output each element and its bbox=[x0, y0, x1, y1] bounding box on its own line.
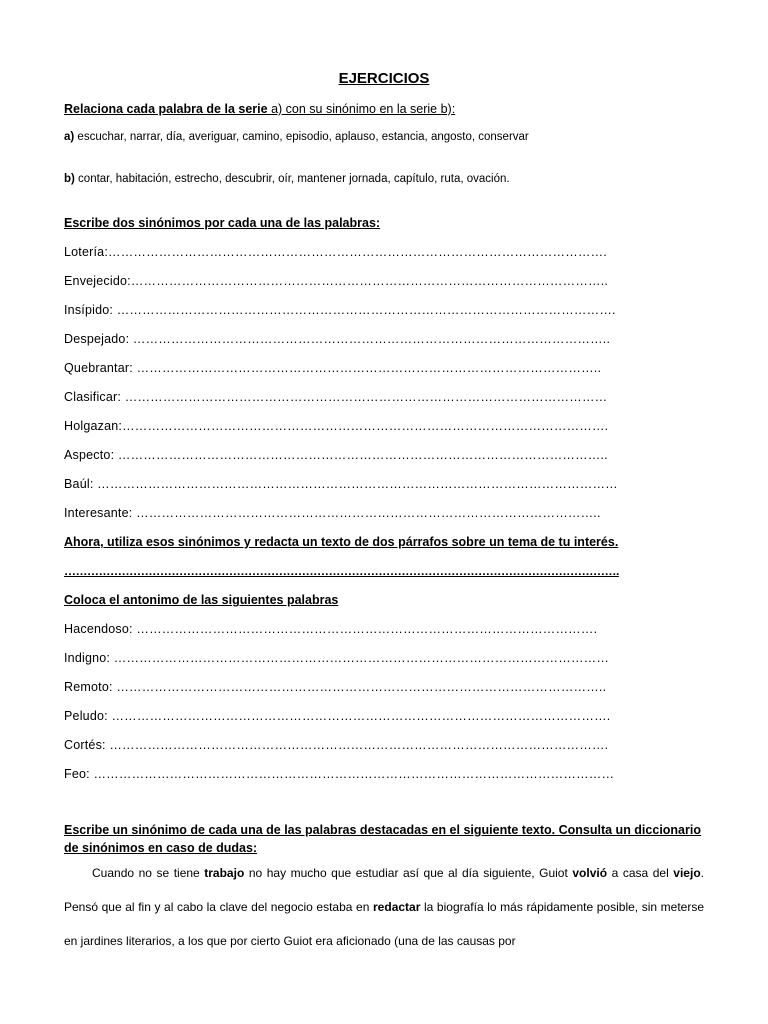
section5-heading bbox=[64, 821, 704, 857]
series-a-label: a) bbox=[64, 131, 75, 143]
synonym-line: Envejecido:………………………………………………………………………………………………….. bbox=[64, 274, 609, 288]
series-a-text: escuchar, narrar, día, averiguar, camino, episodio, aplauso, estancia, angosto, conservar bbox=[74, 131, 529, 143]
synonym-line: Baúl: …………………………………………………………………………………………………………… bbox=[64, 477, 618, 491]
antonym-line: Cortés: ………………………………………………………………………………………………………. bbox=[64, 738, 609, 752]
paragraph-text: la biografía lo más rápidamente posible, sin meterse en jardines literarios, a los que por cierto Guiot era aficionado (una de las causas por bbox=[64, 900, 705, 948]
section4-heading: Coloca el antonimo de las siguientes palabras bbox=[64, 593, 339, 607]
synonym-line: Lotería:………………………………………………………………………………………………………. bbox=[64, 245, 607, 259]
antonym-line: Peludo: ………………………………………………………………………………………………………. bbox=[64, 709, 611, 723]
synonym-line: Interesante: ……………………………………………………………………………………………….. bbox=[64, 506, 601, 520]
section5-heading-text: Escribe un sinónimo de cada una de las palabras destacadas en el siguiente texto. Consulta un diccionario de sinónimos en caso de dudas: bbox=[64, 823, 701, 855]
paragraph-text: Cuando no se tiene bbox=[92, 866, 205, 880]
synonym-line: Holgazan:……………………………………………………………………………………………………. bbox=[64, 419, 609, 433]
paragraph-text: no hay mucho que estudiar así que al día siguiente, Guiot bbox=[244, 866, 573, 880]
paragraph-text: . Pensó que al fin y al cabo la clave del negocio estaba en bbox=[64, 866, 704, 914]
paragraph-text: a casa del bbox=[607, 866, 674, 880]
series-b bbox=[64, 173, 510, 185]
synonym-line: Quebrantar: ……………………………………………………………………………………………….. bbox=[64, 361, 602, 375]
series-b-label: b) bbox=[64, 173, 75, 185]
highlighted-word-redactar: redactar bbox=[373, 900, 421, 914]
series-a bbox=[64, 131, 529, 143]
synonym-line: Insípido: ………………………………………………………………………………………………………. bbox=[64, 303, 616, 317]
synonym-line: Despejado: ………………………………………………………………………………………………….. bbox=[64, 332, 611, 346]
section1-heading-bold: Relaciona cada palabra de la serie bbox=[64, 102, 272, 116]
reading-paragraph bbox=[64, 856, 704, 958]
antonym-line: Indigno: ……………………………………………………………………………………………………… bbox=[64, 651, 610, 665]
synonym-line: Aspecto: …………………………………………………………………………………………………….. bbox=[64, 448, 608, 462]
page-title: EJERCICIOS bbox=[338, 70, 430, 87]
antonym-line: Hacendoso: ………………………………………………………………………………………………. bbox=[64, 622, 598, 636]
antonym-line: Remoto: …………………………………………………………………………………………………….. bbox=[64, 680, 607, 694]
highlighted-word-volvio: volvió bbox=[572, 866, 608, 880]
synonym-line: Clasificar: …………………………………………………………………………………………………… bbox=[64, 390, 608, 404]
highlighted-word-viejo: viejo bbox=[673, 866, 701, 880]
highlighted-word-trabajo: trabajo bbox=[204, 866, 245, 880]
writing-line: ………………………………………………………………………………………………………………………………. bbox=[64, 564, 619, 578]
antonym-line: Feo: …………………………………………………………………………………………………………… bbox=[64, 767, 615, 781]
section2-heading: Escribe dos sinónimos por cada una de las palabras: bbox=[64, 216, 381, 230]
series-b-text: contar, habitación, estrecho, descubrir, oír, mantener jornada, capítulo, ruta, ovación. bbox=[74, 173, 510, 185]
section1-heading-normal: a) con su sinónimo en la serie b): bbox=[271, 102, 456, 116]
section1-heading bbox=[64, 102, 455, 116]
section3-heading: Ahora, utiliza esos sinónimos y redacta un texto de dos párrafos sobre un tema de tu interés. bbox=[64, 535, 619, 549]
